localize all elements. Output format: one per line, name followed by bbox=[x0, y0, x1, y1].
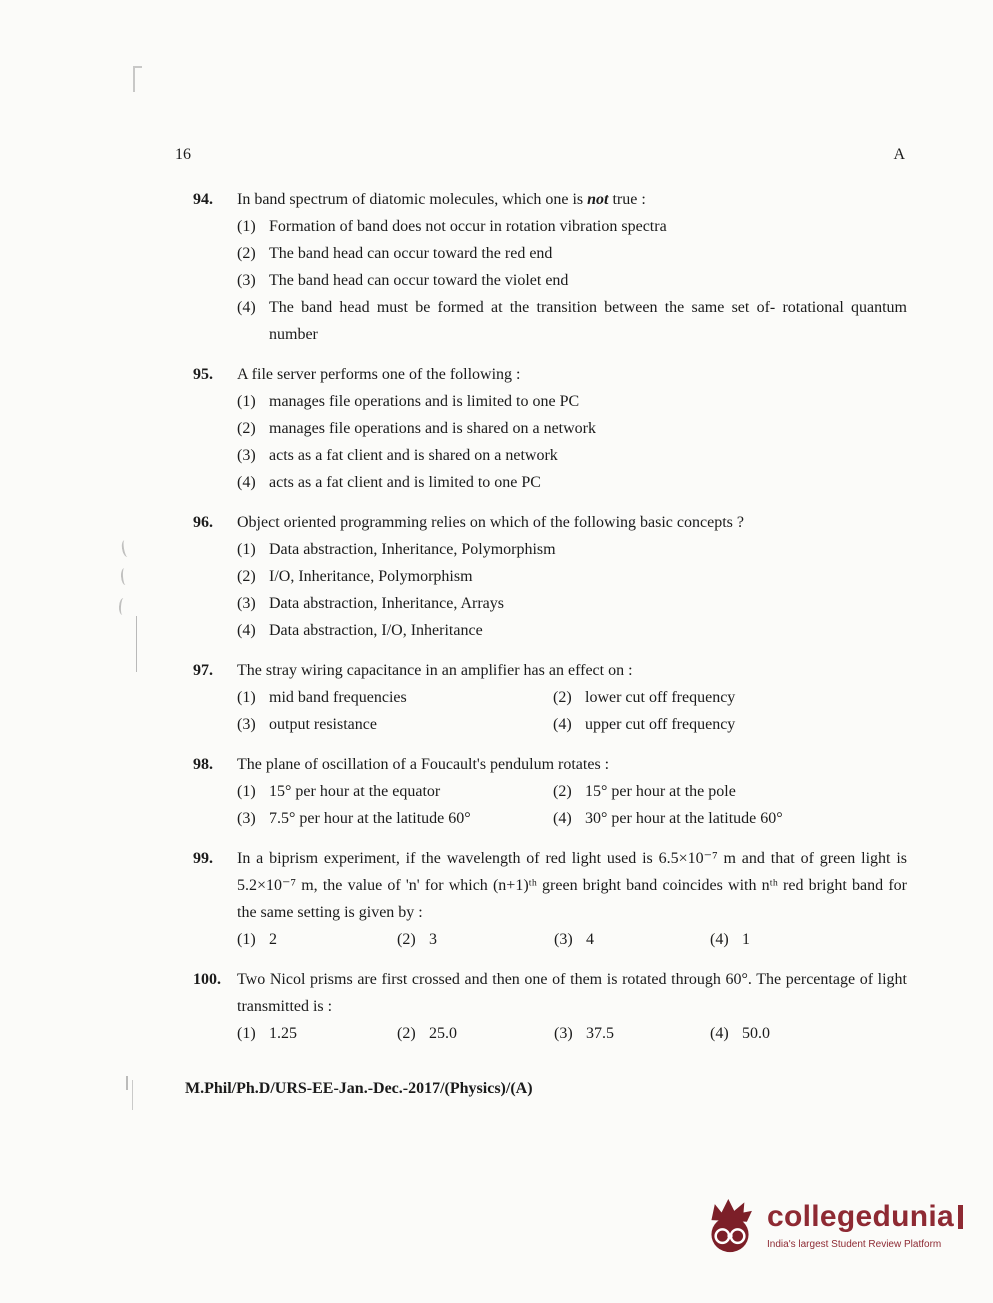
question-95 bbox=[193, 361, 907, 496]
option-text: The band head can occur toward the red end bbox=[269, 245, 553, 262]
option-label: (2) bbox=[397, 1025, 416, 1042]
question-98 bbox=[193, 751, 907, 832]
option-label: (3) bbox=[554, 931, 573, 948]
question-text bbox=[237, 186, 907, 213]
option-4 bbox=[237, 294, 907, 348]
option-3 bbox=[554, 1020, 710, 1047]
question-number: 99. bbox=[193, 850, 213, 867]
scan-artifact bbox=[133, 66, 142, 92]
option-text: acts as a fat client and is shared on a network bbox=[269, 447, 558, 464]
logo-wordmark: collegedunia bbox=[767, 1200, 954, 1233]
options-list bbox=[237, 684, 907, 738]
option-1 bbox=[237, 684, 553, 711]
option-text: 15° per hour at the equator bbox=[269, 783, 441, 800]
option-label: (2) bbox=[237, 245, 256, 262]
option-label: (2) bbox=[397, 931, 416, 948]
option-4 bbox=[710, 1020, 907, 1047]
option-label: (1) bbox=[237, 931, 256, 948]
option-text: 1.25 bbox=[269, 1025, 297, 1042]
question-94 bbox=[193, 186, 907, 348]
option-text: mid band frequencies bbox=[269, 689, 407, 706]
question-text bbox=[237, 845, 907, 926]
option-2 bbox=[397, 926, 554, 953]
option-1 bbox=[237, 388, 907, 415]
option-label: (1) bbox=[237, 689, 256, 706]
options-list bbox=[237, 778, 907, 832]
option-label: (4) bbox=[237, 299, 256, 316]
question-text-part: The plane of oscillation of a Foucault's pendulum rotates : bbox=[237, 756, 610, 773]
question-number: 94. bbox=[193, 191, 213, 208]
option-text: 25.0 bbox=[429, 1025, 457, 1042]
option-text: manages file operations and is limited to one PC bbox=[269, 393, 580, 410]
option-label: (4) bbox=[237, 622, 256, 639]
option-text: 50.0 bbox=[742, 1025, 770, 1042]
option-4 bbox=[237, 469, 907, 496]
logo-text-block bbox=[767, 1202, 963, 1250]
options-list bbox=[237, 213, 907, 348]
option-label: (1) bbox=[237, 393, 256, 410]
option-text: The band head must be formed at the transition between the same set of- rotational quantum number bbox=[269, 299, 907, 343]
question-96 bbox=[193, 509, 907, 644]
option-4 bbox=[710, 926, 907, 953]
option-label: (4) bbox=[553, 716, 572, 733]
option-text: 4 bbox=[586, 931, 594, 948]
scan-artifact bbox=[121, 539, 132, 557]
question-number: 95. bbox=[193, 366, 213, 383]
question-text bbox=[237, 361, 907, 388]
option-text: The band head can occur toward the violet end bbox=[269, 272, 569, 289]
option-label: (4) bbox=[237, 474, 256, 491]
option-text: upper cut off frequency bbox=[585, 716, 736, 733]
option-label: (4) bbox=[710, 1025, 729, 1042]
option-1 bbox=[237, 213, 907, 240]
scan-artifact bbox=[126, 1076, 128, 1090]
option-2 bbox=[553, 778, 907, 805]
option-4 bbox=[553, 805, 907, 832]
option-label: (4) bbox=[553, 810, 572, 827]
option-label: (2) bbox=[553, 689, 572, 706]
scan-artifact bbox=[118, 598, 127, 616]
option-2 bbox=[237, 563, 907, 590]
logo-tagline: India's largest Student Review Platform bbox=[767, 1239, 942, 1250]
option-text: Data abstraction, Inheritance, Polymorphism bbox=[269, 541, 556, 558]
option-3 bbox=[237, 805, 553, 832]
scan-artifact bbox=[120, 568, 129, 586]
question-text-part: In band spectrum of diatomic molecules, which one is bbox=[237, 191, 588, 208]
option-label: (3) bbox=[237, 595, 256, 612]
option-text: 7.5° per hour at the latitude 60° bbox=[269, 810, 471, 827]
scan-artifact bbox=[136, 616, 137, 672]
question-text bbox=[237, 509, 907, 536]
question-number: 100. bbox=[193, 971, 221, 988]
option-text: 2 bbox=[269, 931, 277, 948]
question-97 bbox=[193, 657, 907, 738]
option-2 bbox=[237, 240, 907, 267]
option-label: (2) bbox=[237, 568, 256, 585]
option-label: (2) bbox=[553, 783, 572, 800]
option-label: (3) bbox=[237, 716, 256, 733]
option-3 bbox=[237, 711, 553, 738]
option-text: 1 bbox=[742, 931, 750, 948]
collegedunia-mascot-icon bbox=[703, 1196, 757, 1256]
option-2 bbox=[553, 684, 907, 711]
question-text-emphasis: not bbox=[587, 191, 609, 208]
page-number: 16 bbox=[175, 146, 191, 163]
option-label: (1) bbox=[237, 541, 256, 558]
option-text: I/O, Inheritance, Polymorphism bbox=[269, 568, 473, 585]
question-number: 97. bbox=[193, 662, 213, 679]
question-text-part: A file server performs one of the following : bbox=[237, 366, 521, 383]
option-text: 3 bbox=[429, 931, 437, 948]
option-label: (1) bbox=[237, 218, 256, 235]
option-3 bbox=[237, 442, 907, 469]
option-text: 30° per hour at the latitude 60° bbox=[585, 810, 783, 827]
option-1 bbox=[237, 1020, 397, 1047]
paper-code-footer: M.Phil/Ph.D/URS-EE-Jan.-Dec.-2017/(Physics)/(A) bbox=[185, 1080, 533, 1097]
logo-accent-bar bbox=[958, 1205, 963, 1229]
question-text-part: Two Nicol prisms are first crossed and then one of them is rotated through 60°. The percentage of light transmitted is : bbox=[237, 971, 907, 1015]
option-1 bbox=[237, 926, 397, 953]
question-99 bbox=[193, 845, 907, 953]
option-3 bbox=[237, 267, 907, 294]
paper-set-code: A bbox=[893, 146, 905, 163]
option-label: (2) bbox=[237, 420, 256, 437]
scan-artifact bbox=[132, 1080, 133, 1110]
question-number: 98. bbox=[193, 756, 213, 773]
question-text-part: Object oriented programming relies on which of the following basic concepts ? bbox=[237, 514, 744, 531]
collegedunia-logo bbox=[703, 1196, 963, 1256]
option-text: Formation of band does not occur in rotation vibration spectra bbox=[269, 218, 667, 235]
question-100 bbox=[193, 966, 907, 1047]
option-1 bbox=[237, 778, 553, 805]
option-text: manages file operations and is shared on a network bbox=[269, 420, 597, 437]
question-list bbox=[193, 186, 907, 1060]
option-1 bbox=[237, 536, 907, 563]
option-text: acts as a fat client and is limited to one PC bbox=[269, 474, 541, 491]
option-text: output resistance bbox=[269, 716, 377, 733]
question-number: 96. bbox=[193, 514, 213, 531]
page-header bbox=[175, 146, 905, 164]
question-text bbox=[237, 966, 907, 1020]
option-label: (3) bbox=[554, 1025, 573, 1042]
options-list bbox=[237, 1020, 907, 1047]
question-text-part: The stray wiring capacitance in an amplifier has an effect on : bbox=[237, 662, 633, 679]
question-text bbox=[237, 657, 907, 684]
option-text: 37.5 bbox=[586, 1025, 614, 1042]
option-text: Data abstraction, I/O, Inheritance bbox=[269, 622, 483, 639]
option-text: lower cut off frequency bbox=[585, 689, 736, 706]
option-3 bbox=[554, 926, 710, 953]
question-text-part: In a biprism experiment, if the wavelength of red light used is 6.5×10⁻⁷ m and that of green light is 5.2×10⁻⁷ m, the value of 'n' for which (n+1)ᵗʰ green bright band coincides with nᵗʰ red bright band for the same setting is given by : bbox=[237, 850, 907, 921]
options-list bbox=[237, 926, 907, 953]
option-label: (3) bbox=[237, 810, 256, 827]
options-list bbox=[237, 536, 907, 644]
option-label: (1) bbox=[237, 783, 256, 800]
option-3 bbox=[237, 590, 907, 617]
option-4 bbox=[553, 711, 907, 738]
option-label: (1) bbox=[237, 1025, 256, 1042]
option-4 bbox=[237, 617, 907, 644]
option-2 bbox=[397, 1020, 554, 1047]
options-list bbox=[237, 388, 907, 496]
option-2 bbox=[237, 415, 907, 442]
option-text: 15° per hour at the pole bbox=[585, 783, 736, 800]
option-label: (3) bbox=[237, 447, 256, 464]
question-text bbox=[237, 751, 907, 778]
option-text: Data abstraction, Inheritance, Arrays bbox=[269, 595, 505, 612]
option-label: (3) bbox=[237, 272, 256, 289]
question-text-part: true : bbox=[608, 191, 646, 208]
option-label: (4) bbox=[710, 931, 729, 948]
